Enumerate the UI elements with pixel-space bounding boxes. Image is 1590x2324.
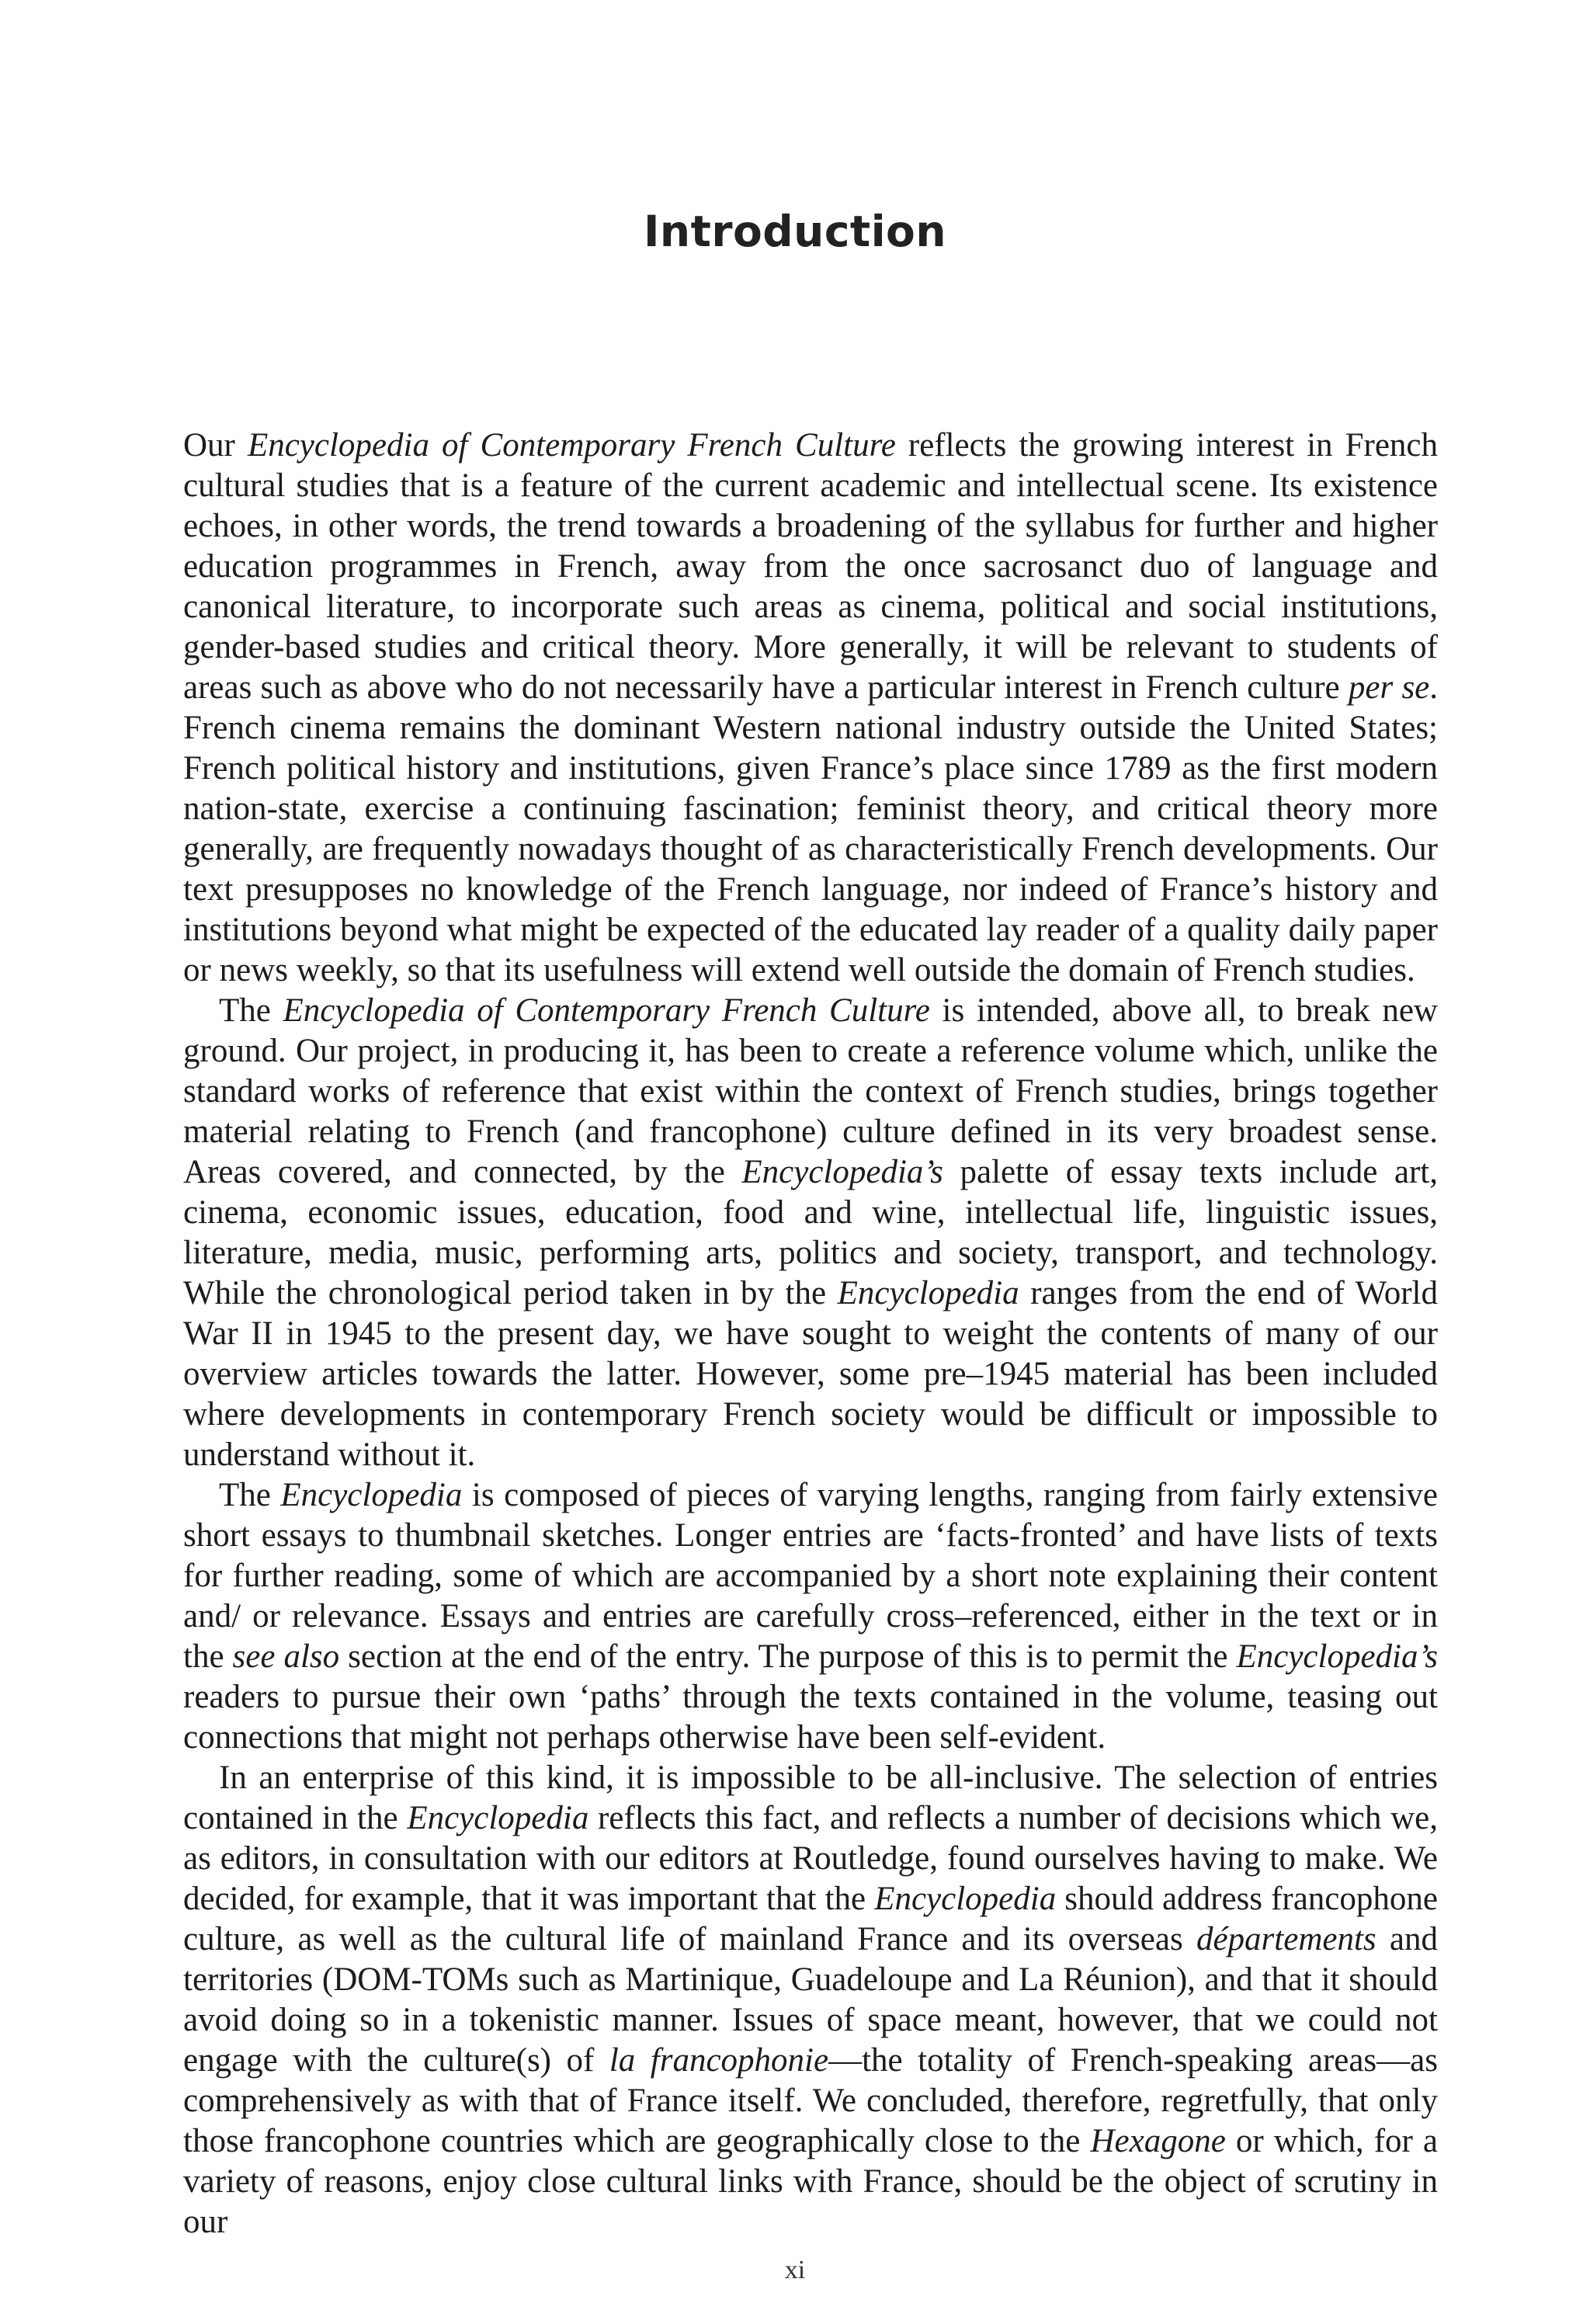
italic-text: Encyclopedia — [280, 1477, 463, 1513]
paragraph — [183, 426, 1438, 991]
body-text — [183, 426, 1438, 2242]
text-run: should address francophone culture, as well as the cultural life of mainland France and its overseas — [183, 1881, 1438, 1958]
italic-text: Encyclopedia of Contemporary French Culture — [247, 427, 896, 464]
italic-text: Hexagone — [1090, 2123, 1226, 2159]
text-run: reflects this fact, and reflects a number of decisions which we, as editors, in consultation with our editors at Routledge, found ourselves having to make. We decided, for example, that it was important that the — [183, 1800, 1438, 1917]
italic-text: Encyclopedia’s — [1236, 1638, 1438, 1675]
text-run: palette of essay texts include art, cinema, economic issues, education, food and wine, intellectual life, linguistic issues, literature, media, music, performing arts, politics and society, transport, and technology. While the chronological period taken in by the — [183, 1154, 1438, 1311]
italic-text: Encyclopedia of Contemporary French Culture — [283, 992, 930, 1029]
italic-text: per se — [1348, 669, 1430, 706]
paragraph — [183, 1758, 1438, 2242]
italic-text: see also — [232, 1638, 340, 1675]
text-run: is intended, above all, to break new ground. Our project, in producing it, has been to create a reference volume which, unlike the standard works of reference that exist within the context of French studies, brings together material relating to French (and francophone) culture defined in its very broadest sense. Areas covered, and connected, by the — [183, 992, 1438, 1190]
text-run: Our — [183, 427, 248, 464]
italic-text: Encyclopedia — [837, 1275, 1019, 1311]
paragraph — [183, 1475, 1438, 1758]
text-run: readers to pursue their own ‘paths’ through the texts contained in the volume, teasing out connections that might not perhaps otherwise have been self-evident. — [183, 1679, 1438, 1756]
text-run: reflects the growing interest in French cultural studies that is a feature of the current academic and intellectual scene. Its existence echoes, in other words, the trend towards a broadening of the syllabus for further and higher education programmes in French, away from the once sacrosanct duo of language and canonical literature, to incorporate such areas as cinema, political and social institutions, gender-based studies and critical theory. More generally, it will be relevant to students of areas such as above who do not necessarily have a particular interest in French culture — [183, 427, 1438, 706]
italic-text: départements — [1196, 1921, 1376, 1958]
text-run: —the totality of French-speaking areas—as comprehensively as with that of France itself. We concluded, therefore, regretfully, that only those francophone countries which are geographically close to the — [183, 2042, 1438, 2159]
text-run: and territories (DOM-TOMs such as Martinique, Guadeloupe and La Réunion), and that it should avoid doing so in a tokenistic manner. Issues of space meant, however, that we could not engage with the culture(s) of — [183, 1921, 1438, 2079]
text-run: . French cinema remains the dominant Western national industry outside the United States; French political history and institutions, given France’s place since 1789 as the first modern nation-state, exercise a continuing fascination; feminist theory, and critical theory more generally, are frequently nowadays thought of as characteristically French developments. Our text presupposes no knowledge of the French language, nor indeed of France’s history and institutions beyond what might be expected of the educated lay reader of a quality daily paper or news weekly, so that its usefulness will extend well outside the domain of French studies. — [183, 669, 1439, 988]
paragraph — [183, 991, 1438, 1475]
text-run: or which, for a variety of reasons, enjoy close cultural links with France, should be the object of scrutiny in our — [183, 2123, 1439, 2240]
page-number: xi — [784, 2256, 806, 2284]
text-run: ranges from the end of World War II in 1945 to the present day, we have sought to weight the contents of many of our overview articles towards the latter. However, some pre–1945 material has been included where developments in contemporary French society would be difficult or impossible to understand without it. — [183, 1275, 1438, 1473]
italic-text: Encyclopedia — [874, 1881, 1057, 1917]
text-run: The — [219, 1477, 281, 1513]
text-run: The — [219, 992, 283, 1029]
text-run: is composed of pieces of varying lengths, ranging from fairly extensive short essays to thumbnail sketches. Longer entries are ‘facts-fronted’ and have lists of texts for further reading, some of which are accompanied by a short note explaining their content and/ or relevance. Essays and entries are carefully cross–referenced, either in the text or in the — [183, 1477, 1438, 1675]
italic-text: Encyclopedia — [407, 1800, 589, 1836]
text-run: In an enterprise of this kind, it is impossible to be all-inclusive. The selection of entries contained in the — [183, 1760, 1438, 1836]
italic-text: Encyclopedia’s — [741, 1154, 943, 1190]
page-title: Introduction — [643, 207, 947, 256]
text-run: section at the end of the entry. The purpose of this is to permit the — [339, 1638, 1237, 1675]
italic-text: la francophonie — [609, 2042, 829, 2079]
